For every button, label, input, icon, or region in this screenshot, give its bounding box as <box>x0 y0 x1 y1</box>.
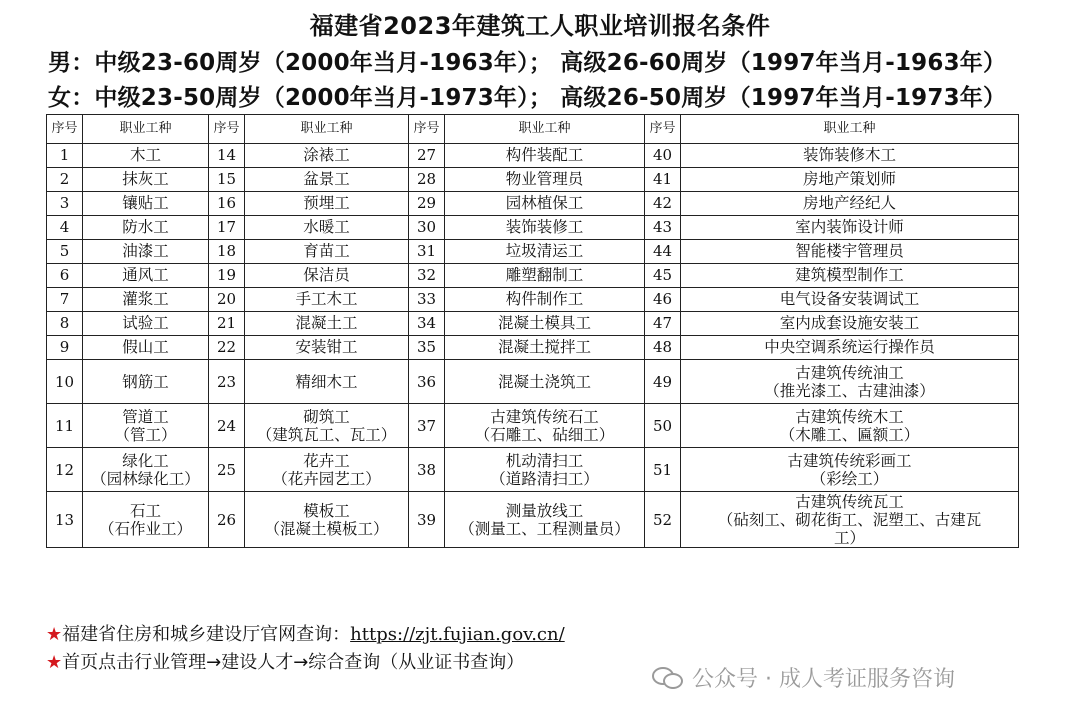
seq-cell: 16 <box>209 192 245 216</box>
job-name-cell: 花卉工 （花卉园艺工） <box>245 448 409 492</box>
seq-cell: 47 <box>645 312 681 336</box>
seq-cell: 6 <box>47 264 83 288</box>
seq-cell: 17 <box>209 216 245 240</box>
seq-cell: 12 <box>47 448 83 492</box>
header-job: 职业工种 <box>681 115 1019 144</box>
job-name-cell: 装饰装修木工 <box>681 144 1019 168</box>
header-job: 职业工种 <box>83 115 209 144</box>
seq-cell: 26 <box>209 492 245 548</box>
seq-cell: 38 <box>409 448 445 492</box>
job-name-cell: 构件装配工 <box>445 144 645 168</box>
header-job: 职业工种 <box>245 115 409 144</box>
table-row <box>47 144 1019 168</box>
seq-cell: 51 <box>645 448 681 492</box>
female-age-condition: 女：中级23-50周岁（2000年当月-1973年）； 高级26-50周岁（1997年当月-1973年） <box>48 85 1007 111</box>
table-row <box>47 288 1019 312</box>
seq-cell: 41 <box>645 168 681 192</box>
seq-cell: 43 <box>645 216 681 240</box>
table-row <box>47 492 1019 548</box>
table-row <box>47 404 1019 448</box>
job-name-cell: 通风工 <box>83 264 209 288</box>
footer-line2-text: 首页点击行业管理→建设人才→综合查询（从业证书查询） <box>62 652 525 673</box>
job-name-cell: 古建筑传统石工 （石雕工、砧细工） <box>445 404 645 448</box>
seq-cell: 32 <box>409 264 445 288</box>
housing-dept-link[interactable]: https://zjt.fujian.gov.cn/ <box>350 624 565 645</box>
seq-cell: 36 <box>409 360 445 404</box>
job-name-cell: 室内成套设施安装工 <box>681 312 1019 336</box>
job-name-cell: 建筑模型制作工 <box>681 264 1019 288</box>
job-name-cell: 中央空调系统运行操作员 <box>681 336 1019 360</box>
seq-cell: 18 <box>209 240 245 264</box>
seq-cell: 20 <box>209 288 245 312</box>
job-name-cell: 砌筑工 （建筑瓦工、瓦工） <box>245 404 409 448</box>
job-name-cell: 精细木工 <box>245 360 409 404</box>
job-name-cell: 钢筋工 <box>83 360 209 404</box>
job-name-cell: 古建筑传统油工 （推光漆工、古建油漆） <box>681 360 1019 404</box>
job-name-cell: 灌浆工 <box>83 288 209 312</box>
job-name-cell: 垃圾清运工 <box>445 240 645 264</box>
seq-cell: 50 <box>645 404 681 448</box>
seq-cell: 27 <box>409 144 445 168</box>
seq-cell: 14 <box>209 144 245 168</box>
job-name-cell: 智能楼宇管理员 <box>681 240 1019 264</box>
job-name-cell: 镶贴工 <box>83 192 209 216</box>
job-name-cell: 抹灰工 <box>83 168 209 192</box>
seq-cell: 44 <box>645 240 681 264</box>
footer-line1-text: 福建省住房和城乡建设厅官网查询： <box>62 624 351 645</box>
job-name-cell: 房地产经纪人 <box>681 192 1019 216</box>
seq-cell: 7 <box>47 288 83 312</box>
footer-query-site <box>46 620 565 646</box>
footer-query-steps <box>46 648 524 674</box>
job-name-cell: 试验工 <box>83 312 209 336</box>
seq-cell: 34 <box>409 312 445 336</box>
seq-cell: 22 <box>209 336 245 360</box>
seq-cell: 4 <box>47 216 83 240</box>
seq-cell: 30 <box>409 216 445 240</box>
job-name-cell: 物业管理员 <box>445 168 645 192</box>
seq-cell: 10 <box>47 360 83 404</box>
job-name-cell: 管道工 （管工） <box>83 404 209 448</box>
male-age-condition: 男：中级23-60周岁（2000年当月-1963年）； 高级26-60周岁（1997年当月-1963年） <box>48 50 1007 76</box>
seq-cell: 11 <box>47 404 83 448</box>
seq-cell: 24 <box>209 404 245 448</box>
seq-cell: 35 <box>409 336 445 360</box>
seq-cell: 28 <box>409 168 445 192</box>
job-name-cell: 古建筑传统彩画工 （彩绘工） <box>681 448 1019 492</box>
job-name-cell: 涂裱工 <box>245 144 409 168</box>
seq-cell: 25 <box>209 448 245 492</box>
seq-cell: 1 <box>47 144 83 168</box>
seq-cell: 2 <box>47 168 83 192</box>
table-row <box>47 336 1019 360</box>
seq-cell: 49 <box>645 360 681 404</box>
seq-cell: 3 <box>47 192 83 216</box>
watermark <box>652 662 955 693</box>
header-job: 职业工种 <box>445 115 645 144</box>
job-name-cell: 安装钳工 <box>245 336 409 360</box>
seq-cell: 48 <box>645 336 681 360</box>
table-row <box>47 216 1019 240</box>
star-icon: ★ <box>46 624 63 645</box>
document-title: 福建省2023年建筑工人职业培训报名条件 <box>309 12 771 40</box>
job-name-cell: 油漆工 <box>83 240 209 264</box>
job-name-cell: 手工木工 <box>245 288 409 312</box>
seq-cell: 21 <box>209 312 245 336</box>
job-name-cell: 水暖工 <box>245 216 409 240</box>
seq-cell: 29 <box>409 192 445 216</box>
table-row <box>47 312 1019 336</box>
job-name-cell: 室内装饰设计师 <box>681 216 1019 240</box>
job-name-cell: 测量放线工 （测量工、工程测量员） <box>445 492 645 548</box>
job-name-cell: 园林植保工 <box>445 192 645 216</box>
job-name-cell: 混凝土搅拌工 <box>445 336 645 360</box>
table-row <box>47 240 1019 264</box>
job-name-cell: 机动清扫工 （道路清扫工） <box>445 448 645 492</box>
job-name-cell: 假山工 <box>83 336 209 360</box>
job-name-cell: 电气设备安装调试工 <box>681 288 1019 312</box>
job-name-cell: 预埋工 <box>245 192 409 216</box>
job-name-cell: 混凝土工 <box>245 312 409 336</box>
seq-cell: 39 <box>409 492 445 548</box>
seq-cell: 46 <box>645 288 681 312</box>
table-row <box>47 360 1019 404</box>
job-name-cell: 构件制作工 <box>445 288 645 312</box>
table-row <box>47 264 1019 288</box>
table-header-row <box>47 115 1019 144</box>
table-row <box>47 448 1019 492</box>
wechat-icon <box>652 667 684 689</box>
seq-cell: 52 <box>645 492 681 548</box>
seq-cell: 31 <box>409 240 445 264</box>
seq-cell: 19 <box>209 264 245 288</box>
seq-cell: 23 <box>209 360 245 404</box>
seq-cell: 42 <box>645 192 681 216</box>
job-type-table <box>46 114 1019 548</box>
job-name-cell: 模板工 （混凝土模板工） <box>245 492 409 548</box>
seq-cell: 40 <box>645 144 681 168</box>
seq-cell: 5 <box>47 240 83 264</box>
table-row <box>47 168 1019 192</box>
job-name-cell: 绿化工 （园林绿化工） <box>83 448 209 492</box>
job-name-cell: 装饰装修工 <box>445 216 645 240</box>
job-name-cell: 育苗工 <box>245 240 409 264</box>
job-name-cell: 盆景工 <box>245 168 409 192</box>
header-seq: 序号 <box>209 115 245 144</box>
seq-cell: 9 <box>47 336 83 360</box>
star-icon: ★ <box>46 652 63 673</box>
seq-cell: 15 <box>209 168 245 192</box>
header-seq: 序号 <box>645 115 681 144</box>
job-name-cell: 保洁员 <box>245 264 409 288</box>
job-name-cell: 混凝土模具工 <box>445 312 645 336</box>
job-name-cell: 防水工 <box>83 216 209 240</box>
header-seq: 序号 <box>47 115 83 144</box>
seq-cell: 37 <box>409 404 445 448</box>
watermark-text: 公众号 · 成人考证服务咨询 <box>692 667 955 692</box>
table-row <box>47 192 1019 216</box>
seq-cell: 45 <box>645 264 681 288</box>
job-name-cell: 石工 （石作业工） <box>83 492 209 548</box>
job-name-cell: 木工 <box>83 144 209 168</box>
job-name-cell: 古建筑传统瓦工 （砧刻工、砌花街工、泥塑工、古建瓦 工） <box>681 492 1019 548</box>
seq-cell: 13 <box>47 492 83 548</box>
seq-cell: 33 <box>409 288 445 312</box>
job-name-cell: 房地产策划师 <box>681 168 1019 192</box>
job-name-cell: 古建筑传统木工 （木雕工、匾额工） <box>681 404 1019 448</box>
job-name-cell: 混凝土浇筑工 <box>445 360 645 404</box>
header-seq: 序号 <box>409 115 445 144</box>
job-name-cell: 雕塑翻制工 <box>445 264 645 288</box>
seq-cell: 8 <box>47 312 83 336</box>
